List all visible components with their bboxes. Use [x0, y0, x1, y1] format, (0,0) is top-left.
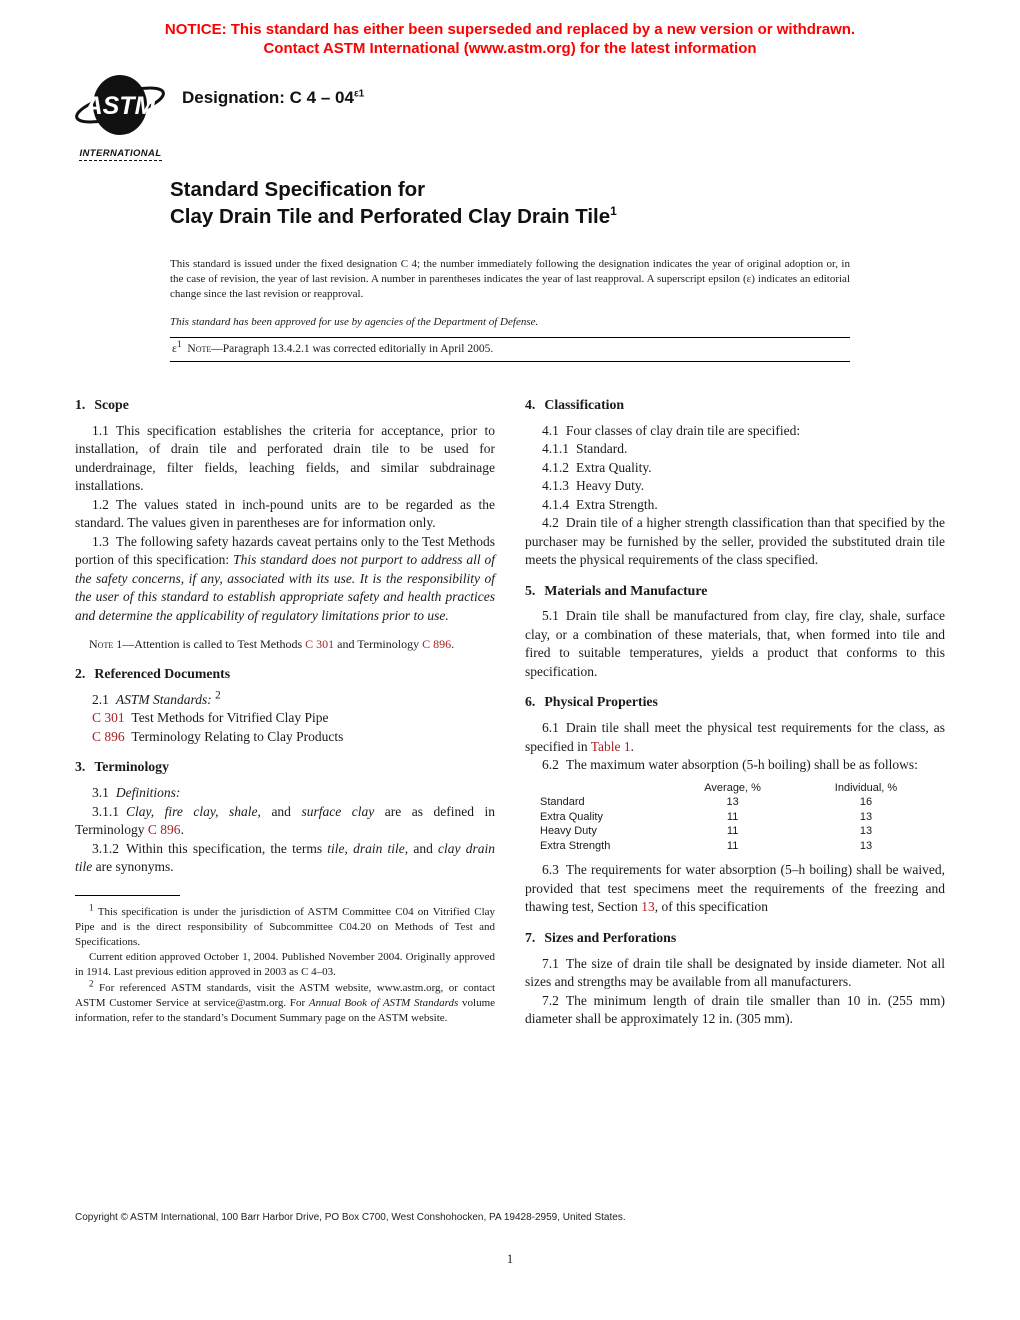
- reference-c301: C 301 Test Methods for Vitrified Clay Pipe: [92, 710, 329, 726]
- table-row: Extra Strength 11 13: [540, 839, 873, 852]
- class-item-extra-strength: 4.1.4 Extra Strength.: [542, 496, 658, 512]
- notice-line-2: Contact ASTM International (www.astm.org) for the latest information: [263, 40, 757, 58]
- designation-label: Designation: C 4 – 04: [182, 88, 354, 108]
- copyright-line: Copyright © ASTM International, 100 Barr Harbor Drive, PO Box C700, West Conshohocken, PA 19428-2959, United States.: [75, 1212, 626, 1223]
- paragraph-1-2: 1.2 The values stated in inch-pound units are to be regarded as the standard. The values given in parentheses are for information only.: [75, 496, 495, 531]
- left-column: [75, 384, 495, 1029]
- title-block: [170, 177, 850, 361]
- link-section-13[interactable]: 13: [641, 899, 655, 915]
- class-item-heavy-duty: 4.1.3 Heavy Duty.: [542, 478, 645, 494]
- title-line-1: Standard Specification for: [170, 178, 426, 202]
- table-row: Extra Quality 11 13: [540, 810, 873, 823]
- title-line-2: Clay Drain Tile and Perforated Clay Drain Tile$^1$: [170, 204, 617, 229]
- link-c301-ref[interactable]: C 301: [92, 710, 125, 726]
- paragraph-3-1: 3.1 Definitions:: [92, 785, 181, 801]
- section-heading-classification: 4. Classification: [525, 396, 625, 412]
- note-label: Note: [187, 342, 212, 355]
- water-absorption-table: [540, 781, 945, 854]
- issuance-paragraph: This standard is issued under the fixed designation C 4; the number immediately following the designation indicates the year of original adoption or, in the case of revision, the year of last revision. A number in parentheses indicates the year of last reapproval. A superscript epsilon (ε) indicates an editorial change since the last revision or reapproval.: [170, 257, 850, 301]
- table-row: Heavy Duty 11 13: [540, 825, 873, 838]
- paragraph-7-1: 7.1 The size of drain tile shall be designated by inside diameter. Not all sizes and strengths may be available from all manufacturers.: [525, 955, 945, 990]
- paragraph-2-1: 2.1 ASTM Standards: $^2$: [92, 689, 221, 707]
- link-c896-ref[interactable]: C 896: [92, 728, 125, 744]
- epsilon-editorial-note: $\varepsilon^1$ Note—Paragraph 13.4.2.1 was corrected editorially in April 2005.: [172, 339, 494, 355]
- class-item-standard: 4.1.1 Standard.: [542, 441, 628, 457]
- table-row: Standard 13 16: [540, 796, 873, 809]
- right-column: [525, 384, 945, 1029]
- section-heading-referenced-documents: 2. Referenced Documents: [75, 666, 231, 681]
- paragraph-6-3: 6.3 The requirements for water absorption (5–h boiling) shall be waived, provided that test specimens meet the requirements of the freezing and thawing test, Section 13, of this specification: [525, 862, 945, 915]
- paragraph-6-1: 6.1 Drain tile shall meet the physical test requirements for the class, as specified in Table 1.: [525, 720, 945, 754]
- section-heading-terminology: 3. Terminology: [75, 759, 169, 775]
- link-c896[interactable]: C 896: [422, 637, 452, 652]
- divider-rule-bottom: [170, 361, 850, 362]
- astm-logo: [73, 74, 168, 161]
- section-heading-scope: 1. Scope: [75, 396, 129, 412]
- logo-subtitle: INTERNATIONAL: [79, 148, 162, 160]
- paragraph-1-3: 1.3 The following safety hazards caveat pertains only to the Test Methods portion of this specification: This standard does not purport to address all of the safety concerns, if any, associated with its use. It is the responsibility of the user of this standard to establish appropriate safety and health practices and determine the applicability of regulatory limitations prior to use.: [75, 533, 496, 623]
- paragraph-4-1: 4.1 Four classes of clay drain tile are specified:: [542, 422, 801, 438]
- link-c301[interactable]: C 301: [305, 637, 335, 652]
- notice-line-1: NOTICE: This standard has either been superseded and replaced by a new version or withdrawn.: [164, 21, 856, 38]
- body-columns: [75, 384, 945, 1029]
- footnote-separator: [75, 895, 180, 896]
- section-heading-materials: 5. Materials and Manufacture: [525, 582, 708, 598]
- link-table-1[interactable]: Table 1: [590, 738, 631, 754]
- page-title: [170, 177, 850, 230]
- footnotes: [75, 902, 496, 1026]
- paragraph-6-2: 6.2 The maximum water absorption (5-h boiling) shall be as follows:: [542, 757, 918, 773]
- section-heading-sizes: 7. Sizes and Perforations: [525, 929, 677, 945]
- title-footnote-marker: 1: [610, 204, 617, 219]
- page-number: 1: [506, 1252, 514, 1266]
- section-heading-physical-properties: 6. Physical Properties: [525, 694, 658, 710]
- paragraph-3-1-2: 3.1.2 Within this specification, the terms tile, drain tile, and clay drain tile are synonyms.: [75, 840, 495, 875]
- paragraph-5-1: 5.1 Drain tile shall be manufactured from clay, fire clay, shale, surface clay, or a combination of these materials, that, when formed into tile and fired to suitable temperatures, yields a product that conforms to this specification.: [525, 608, 945, 679]
- footnote-1: $^1$ This specification is under the jurisdiction of ASTM Committee C04 on Vitrified Clay Pipe and is the direct responsibility of Subcommittee C04.20 on Methods of Test and Specifications.: [75, 902, 496, 948]
- absorption-header-row: Average, % Individual, %: [704, 781, 898, 794]
- note-1: Note 1—Attention is called to Test Methods C 301 and Terminology C 896.: [89, 637, 455, 652]
- class-item-extra-quality: 4.1.2 Extra Quality.: [542, 459, 652, 475]
- footnote-1-edition: Current edition approved October 1, 2004. Published November 2004. Originally approved in 1914. Last previous edition approved in 2003 as C 4–03.: [75, 951, 495, 979]
- designation-superscript: ε1: [353, 88, 365, 100]
- footnote-2: $^2$ For referenced ASTM standards, visit the ASTM website, www.astm.org, or contact ASTM Customer Service at service@astm.org. For Annual Book of ASTM Standards volume information, refer to the standard’s Document Summary page on the ASTM website.: [75, 977, 496, 1024]
- supersession-notice: [0, 0, 1020, 58]
- link-c896-terminology[interactable]: C 896: [147, 822, 181, 838]
- paragraph-7-2: 7.2 The minimum length of drain tile smaller than 10 in. (255 mm) diameter shall be approximately 12 in. (305 mm).: [525, 992, 945, 1027]
- paragraph-4-2: 4.2 Drain tile of a higher strength classification than that specified by the purchaser may be furnished by the seller, provided the substituted drain tile meets the physical requirements of the class specified.: [525, 515, 945, 568]
- dod-approval-line: This standard has been approved for use by agencies of the Department of Defense.: [170, 315, 539, 328]
- masthead: [73, 74, 1020, 161]
- reference-c896: C 896 Terminology Relating to Clay Products: [92, 728, 344, 744]
- astm-globe-icon: [73, 74, 168, 138]
- designation: [182, 88, 364, 108]
- paragraph-3-1-1: 3.1.1 Clay, fire clay, shale, and surface clay are as defined in Terminology C 896.: [75, 803, 495, 838]
- paragraph-1-1: 1.1 This specification establishes the criteria for acceptance, prior to installation, of drain tile and perforated drain tile to be used for underdrainage, filter fields, leaching fields, and similar subdrainage installations.: [75, 422, 495, 494]
- logo-acronym: ASTM: [84, 92, 156, 121]
